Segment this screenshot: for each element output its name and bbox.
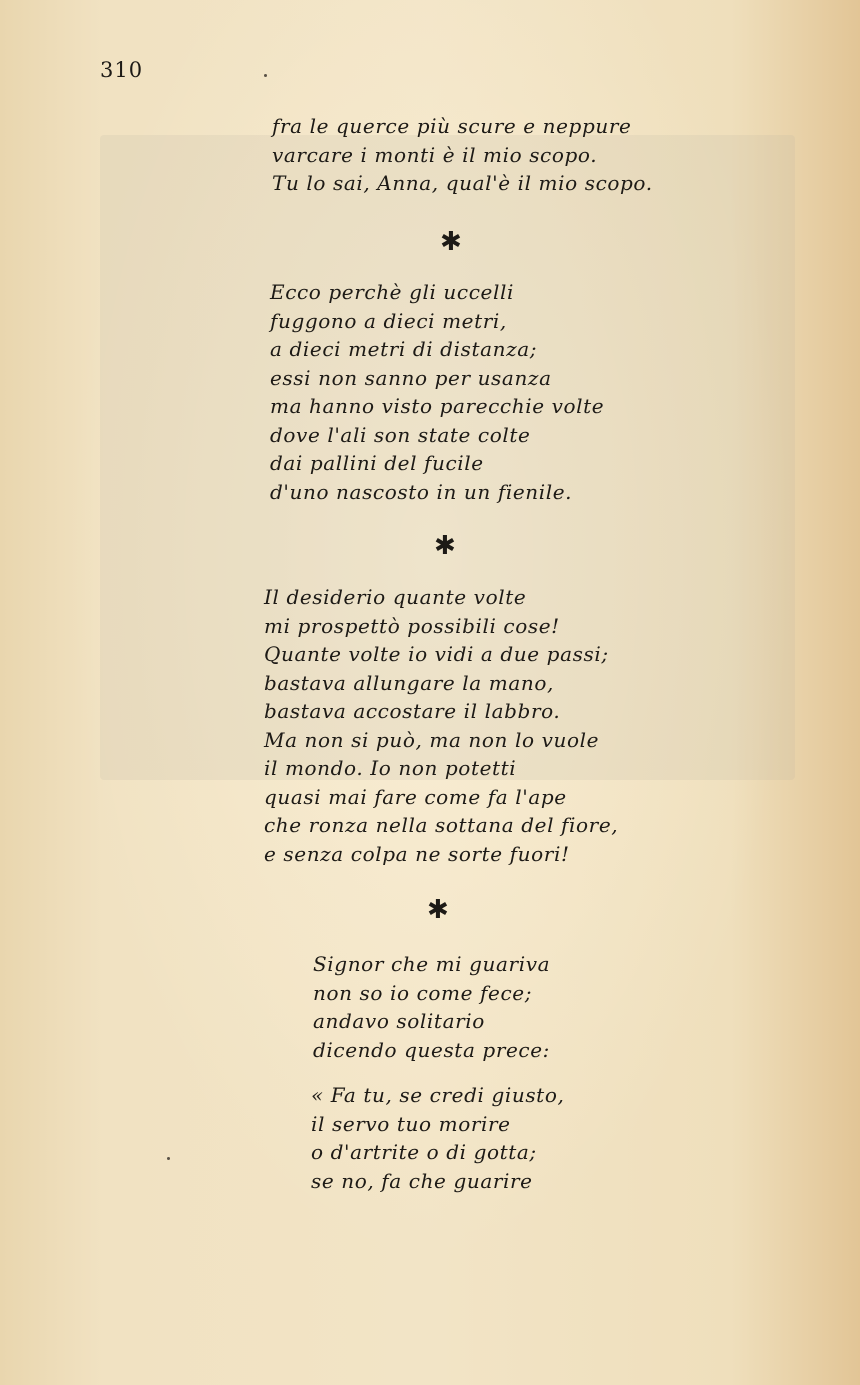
verse-line: fra le querce più scure e neppure <box>272 114 632 138</box>
verse-line: bastava allungare la mano, <box>264 670 554 695</box>
verse-line: Quante volte io vidi a due passi; <box>264 642 609 666</box>
stanza-separator: ✱ <box>427 895 449 925</box>
verse-line: bastava accostare il labbro. <box>264 699 561 723</box>
verse-line: dove l'ali son state colte <box>270 422 531 447</box>
verse-line: « Fa tu, se credi giusto, <box>311 1083 565 1107</box>
verse-line: se no, fa che guarire <box>311 1168 533 1193</box>
ink-speck <box>264 74 267 77</box>
verse-line: Ecco perchè gli uccelli <box>270 280 514 304</box>
stanza-5 <box>311 1081 564 1195</box>
page-number: 310 <box>100 58 144 82</box>
verse-line: il servo tuo morire <box>311 1111 511 1136</box>
stanza-1 <box>272 112 653 198</box>
verse-line: quasi mai fare come fa l'ape <box>264 784 567 809</box>
stanza-3 <box>264 583 618 868</box>
verse-line: dai pallini del fucile <box>270 451 484 475</box>
verse-line: non so io come fece; <box>313 980 533 1005</box>
stanza-2 <box>270 278 604 506</box>
verse-line: essi non sanno per usanza <box>270 365 552 390</box>
verse-line: varcare i monti è il mio scopo. <box>272 142 598 167</box>
verse-line: o d'artrite o di gotta; <box>311 1140 537 1164</box>
stanza-separator: ✱ <box>434 531 456 561</box>
ink-speck <box>167 1157 170 1160</box>
verse-line: andavo solitario <box>313 1009 485 1033</box>
verse-line: il mondo. Io non potetti <box>264 756 517 780</box>
verse-line: fuggono a dieci metri, <box>270 308 507 333</box>
verse-line: a dieci metri di distanza; <box>270 337 538 361</box>
verse-line: Tu lo sai, Anna, qual'è il mio scopo. <box>272 171 653 195</box>
stanza-4 <box>313 950 550 1064</box>
verse-line: Signor che mi guariva <box>313 952 551 976</box>
verse-line: Il desiderio quante volte <box>264 585 527 609</box>
verse-line: dicendo questa prece: <box>313 1037 550 1062</box>
stanza-separator: ✱ <box>440 227 462 257</box>
verse-line: ma hanno visto parecchie volte <box>270 394 605 418</box>
verse-line: e senza colpa ne sorte fuori! <box>264 841 570 866</box>
verse-line: che ronza nella sottana del fiore, <box>264 813 619 837</box>
verse-line: Ma non si può, ma non lo vuole <box>264 727 600 752</box>
verse-line: d'uno nascosto in un fienile. <box>270 479 573 504</box>
verse-line: mi prospettò possibili cose! <box>264 613 560 638</box>
